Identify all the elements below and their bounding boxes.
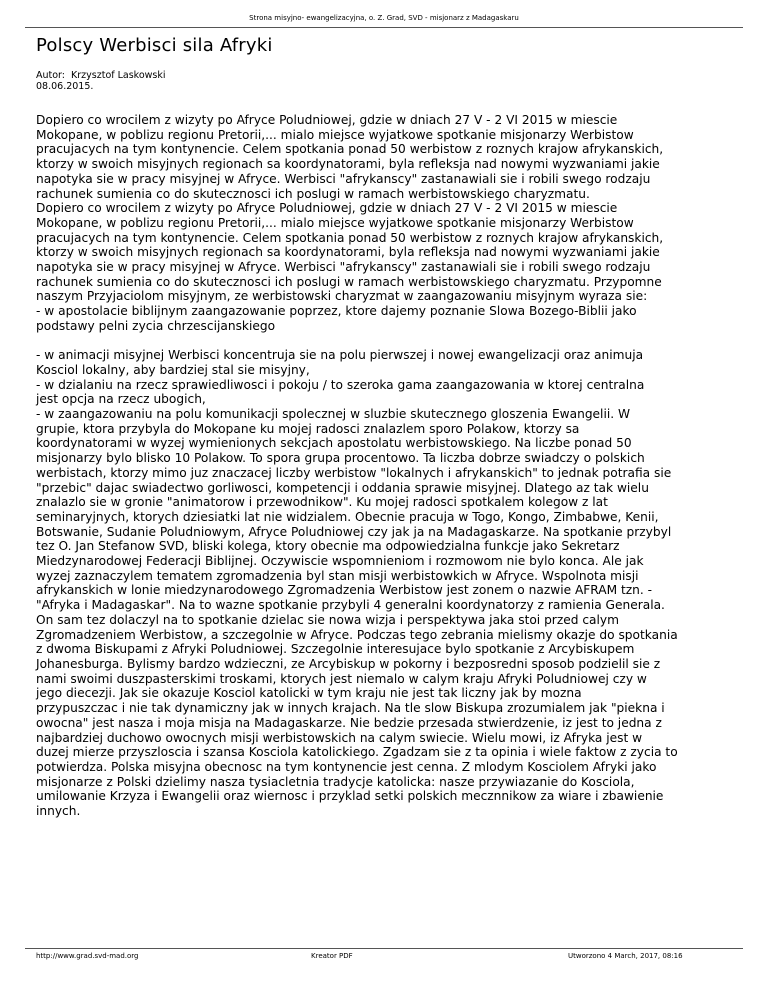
footer-divider: [25, 948, 743, 949]
author-line: Autor: Krzysztof Laskowski: [36, 70, 166, 81]
paragraph-gap: [36, 334, 748, 349]
article-body: [36, 113, 748, 819]
article-date: 08.06.2015.: [36, 81, 94, 92]
footer-generator: Kreator PDF: [311, 952, 353, 960]
header-divider: [25, 27, 743, 28]
article-meta: [36, 70, 166, 92]
article-title: Polscy Werbisci sila Afryki: [36, 35, 273, 56]
footer-created: Utworzono 4 March, 2017, 08:16: [568, 952, 683, 960]
footer-url-link[interactable]: http://www.grad.svd-mad.org: [36, 952, 139, 960]
article-paragraph-1: Dopiero co wrocilem z wizyty po Afryce Poludniowej, gdzie w dniach 27 V - 2 VI 2015 w miescie Mokopane, w poblizu regionu Pretorii,... mialo miejsce wyjatkowe spotkanie misjonarzy Werbistow pracujacych na tym kontynencie. Celem spotkania ponad 50 werbistow z roznych krajow afrykanskich, ktorzy w swoich misyjnych regionach sa koordynatorami, byla refleksja nad nowymi wyzwaniami jakie napotyka sie w pracy misyjnej w Afryce. Werbisci "afrykanscy" zastanawiali sie i robili swego rodzaju rachunek sumienia co do skutecznosci ich poslugi w ramach werbistowskiego charyzmatu. Dopiero co wrocilem z wizyty po Afryce Poludniowej, gdzie w dniach 27 V - 2 VI 2015 w miescie Mokopane, w poblizu regionu Pretorii,... mialo miejsce wyjatkowe spotkanie misjonarzy Werbistow pracujacych na tym kontynencie. Celem spotkania ponad 50 werbistow z roznych krajow afrykanskich, ktorzy w swoich misyjnych regionach sa koordynatorami, byla refleksja nad nowymi wyzwaniami jakie napotyka sie w pracy misyjnej w Afryce. Werbisci "afrykanscy" zastanawiali sie i robili swego rodzaju rachunek sumienia co do skutecznosci ich poslugi w ramach werbistowskiego charyzmatu. Przypomne naszym Przyjaciolom misyjnym, ze werbistowski charyzmat w zaangazowaniu misyjnym wyraza sie: - w apostolacie biblijnym zaangazowanie poprzez, ktore dajemy poznanie Slowa Bozego-Biblii jako podstawy pelni zycia chrzescijanskiego: [36, 113, 664, 333]
article-paragraph-2: - w animacji misyjnej Werbisci koncentruja sie na polu pierwszej i nowej ewangelizacji oraz animuja Kosciol lokalny, aby bardziej stal sie misyjny, - w dzialaniu na rzecz sprawiedliwosci i pokoju / to szeroka gama zaangazowania w ktorej centralna jest opcja na rzecz ubogich, - w zaangazowaniu na polu komunikacji spolecznej w sluzbie skutecznego gloszenia Ewangelii. W grupie, ktora przybyla do Mokopane ku mojej radosci znalazlem sporo Polakow, ktorzy sa koordynatorami w wyzej wymienionych sekcjach apostolatu werbistowskiego. Na liczbe ponad 50 misjonarzy bylo blisko 10 Polakow. To spora grupa procentowo. Ta liczba dobrze swiadczy o polskich werbistach, ktorzy mimo juz znaczacej liczby werbistow "lokalnych i afrykanskich" to jednak potrafia sie "przebic" dajac swiadectwo gorliwosci, kompetencji i oddania sprawie misyjnej. Dlatego az tak wielu znalazlo sie w gronie "animatorow i przewodnikow". Ku mojej radosci spotkalem kolegow z lat seminaryjnych, ktorych dziesiatki lat nie widzialem. Obecnie pracuja w Togo, Kongo, Zimbabwe, Kenii, Botswanie, Sudanie Poludniowym, Afryce Poludniowej czy jak ja na Madagaskarze. Na spotkanie przybyl tez O. Jan Stefanow SVD, bliski kolega, ktory obecnie ma odpowiedzialna funkcje jako Sekretarz Miedzynarodowej Federacji Biblijnej. Oczywiscie wspomnieniom i rozmowom nie bylo konca. Ale jak wyzej zaznaczylem tematem zgromadzenia byl stan misji werbistowkich w Afryce. Wspolnota misji afrykanskich w lonie miedzynarodowego Zgromadzenia Werbistow jest zonem o nazwie AFRAM tzn. - "Afryka i Madagaskar". Na to wazne spotkanie przybyli 4 generalni koordynatorzy z ramienia Generala. On sam tez dolaczyl na to spotkanie dzielac sie nowa wizja i perspektywa jaka stoi przed calym Zgromadzeniem Werbistow, a szczegolnie w Afryce. Podczas tego zebrania mielismy okazje do spotkania z dwoma Biskupami z Afryki Poludniowej. Szczegolnie interesujace bylo spotkanie z Arcybiskupem Johanesburga. Bylismy bardzo wdzieczni, ze Arcybiskup w pokorny i bezposredni sposob podzielil sie z nami swoimi duszpasterskimi troskami, ktorych jest niemalo w calym kraju Afryki Poludniowej czy w jego diecezji. Jak sie okazuje Kosciol katolicki w tym kraju nie jest tak liczny jak by mozna przypuszczac i nie tak dynamiczny jak w innych krajach. Na tle slow Biskupa zrozumialem jak "piekna i owocna" jest nasza i moja misja na Madagaskarze. Nie bedzie przesada stwierdzenie, iz jest to jedna z najbardziej duchowo owocnych misji werbistowskich na calym swiecie. Wielu mowi, iz Afryka jest w duzej mierze przyszloscia i szansa Kosciola katolickiego. Zgadzam sie z ta opinia i wiele faktow z zycia to potwierdza. Polska misyjna obecnosc na tym kontynencie jest cenna. Z mlodym Kosciolem Afryki jako misjonarze z Polski dzielimy nasza tysiacletnia tradycje katolicka: nasze przywiazanie do Kosciola, umilowanie Krzyza i Ewangelii oraz wiernosc i przyklad setki polskich mecznnikow za wiare i zbawienie innych.: [36, 348, 678, 819]
page-header: Strona misyjno- ewangelizacyjna, o. Z. Grad, SVD - misjonarz z Madagaskaru: [249, 14, 519, 22]
